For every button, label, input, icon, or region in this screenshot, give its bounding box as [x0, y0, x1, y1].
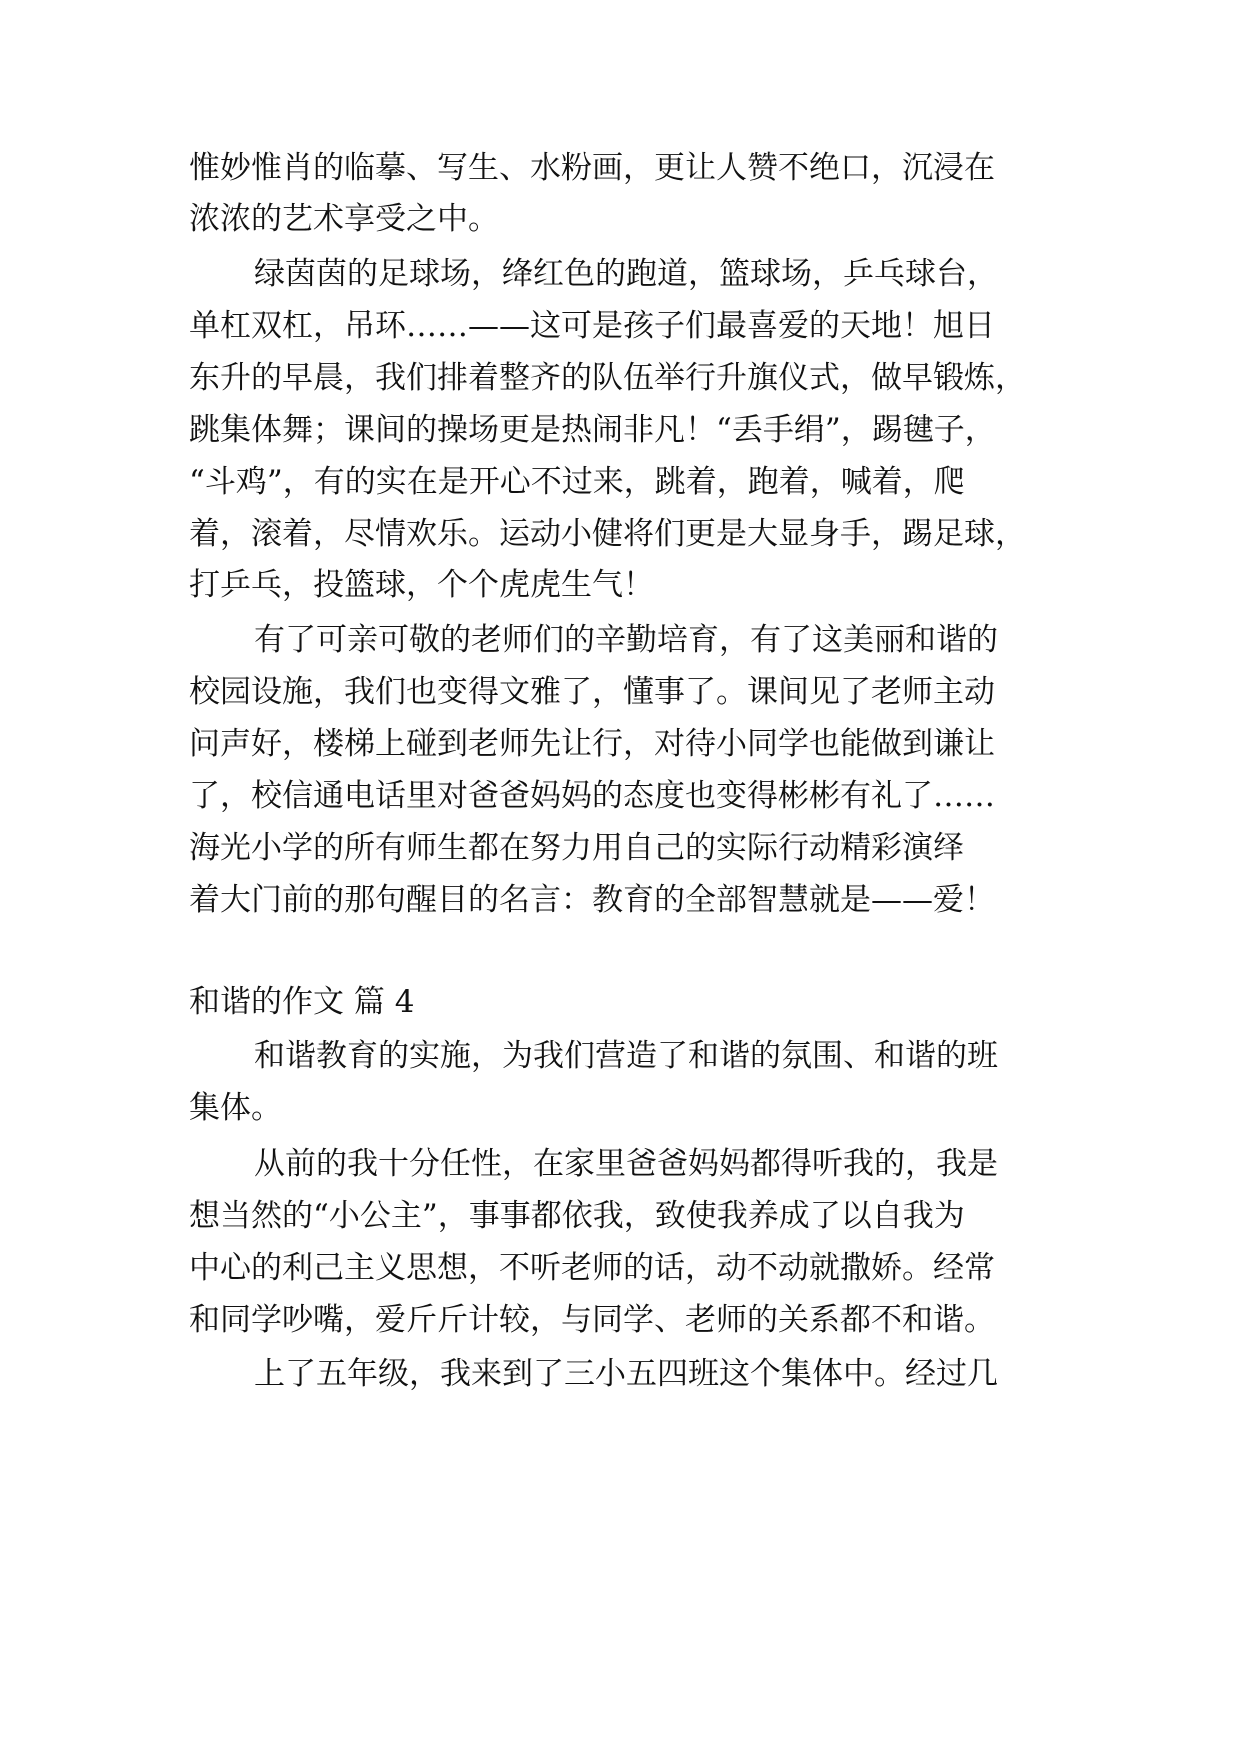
paragraph-3-line-6: 着大门前的那句醒目的名言：教育的全部智慧就是——爱！ — [189, 882, 995, 918]
paragraph-2-line-6: 着，滚着，尽情欢乐。运动小健将们更是大显身手，踢足球， — [189, 516, 1026, 552]
paragraph-3-line-5: 海光小学的所有师生都在努力用自己的实际行动精彩演绎 — [189, 830, 964, 866]
paragraph-2-line-1: 绿茵茵的足球场，绛红色的跑道，篮球场，乒乓球台， — [254, 256, 998, 292]
paragraph-2-line-4: 跳集体舞；课间的操场更是热闹非凡！“丢手绢”，踢毽子， — [189, 412, 996, 448]
paragraph-5-line-3: 中心的利己主义思想，不听老师的话，动不动就撒娇。经常 — [189, 1250, 995, 1286]
paragraph-5-line-4: 和同学吵嘴，爱斤斤计较，与同学、老师的关系都不和谐。 — [189, 1302, 995, 1338]
paragraph-2-line-2: 单杠双杠，吊环……——这可是孩子们最喜爱的天地！旭日 — [189, 308, 995, 344]
section-heading: 和谐的作文 篇 4 — [189, 984, 415, 1020]
paragraph-5-line-2: 想当然的“小公主”，事事都依我，致使我养成了以自我为 — [189, 1198, 965, 1234]
text-line-2: 浓浓的艺术享受之中。 — [189, 201, 499, 237]
paragraph-6-line-1: 上了五年级，我来到了三小五四班这个集体中。经过几 — [254, 1356, 998, 1392]
paragraph-3-line-3: 问声好，楼梯上碰到老师先让行，对待小同学也能做到谦让 — [189, 726, 995, 762]
paragraph-2-line-3: 东升的早晨，我们排着整齐的队伍举行升旗仪式，做早锻炼， — [189, 360, 1026, 396]
paragraph-3-line-4: 了，校信通电话里对爸爸妈妈的态度也变得彬彬有礼了…… — [189, 778, 995, 814]
paragraph-3-line-1: 有了可亲可敬的老师们的辛勤培育，有了这美丽和谐的 — [254, 622, 998, 658]
text-line-1: 惟妙惟肖的临摹、写生、水粉画，更让人赞不绝口，沉浸在 — [189, 150, 995, 186]
paragraph-3-line-2: 校园设施，我们也变得文雅了，懂事了。课间见了老师主动 — [189, 674, 995, 710]
paragraph-5-line-1: 从前的我十分任性，在家里爸爸妈妈都得听我的，我是 — [254, 1146, 998, 1182]
paragraph-2-line-7: 打乒乓，投篮球，个个虎虎生气！ — [189, 567, 654, 603]
paragraph-2-line-5: “斗鸡”，有的实在是开心不过来，跳着，跑着，喊着，爬 — [189, 464, 965, 500]
paragraph-4-line-2: 集体。 — [189, 1090, 282, 1126]
paragraph-4-line-1: 和谐教育的实施，为我们营造了和谐的氛围、和谐的班 — [254, 1038, 998, 1074]
